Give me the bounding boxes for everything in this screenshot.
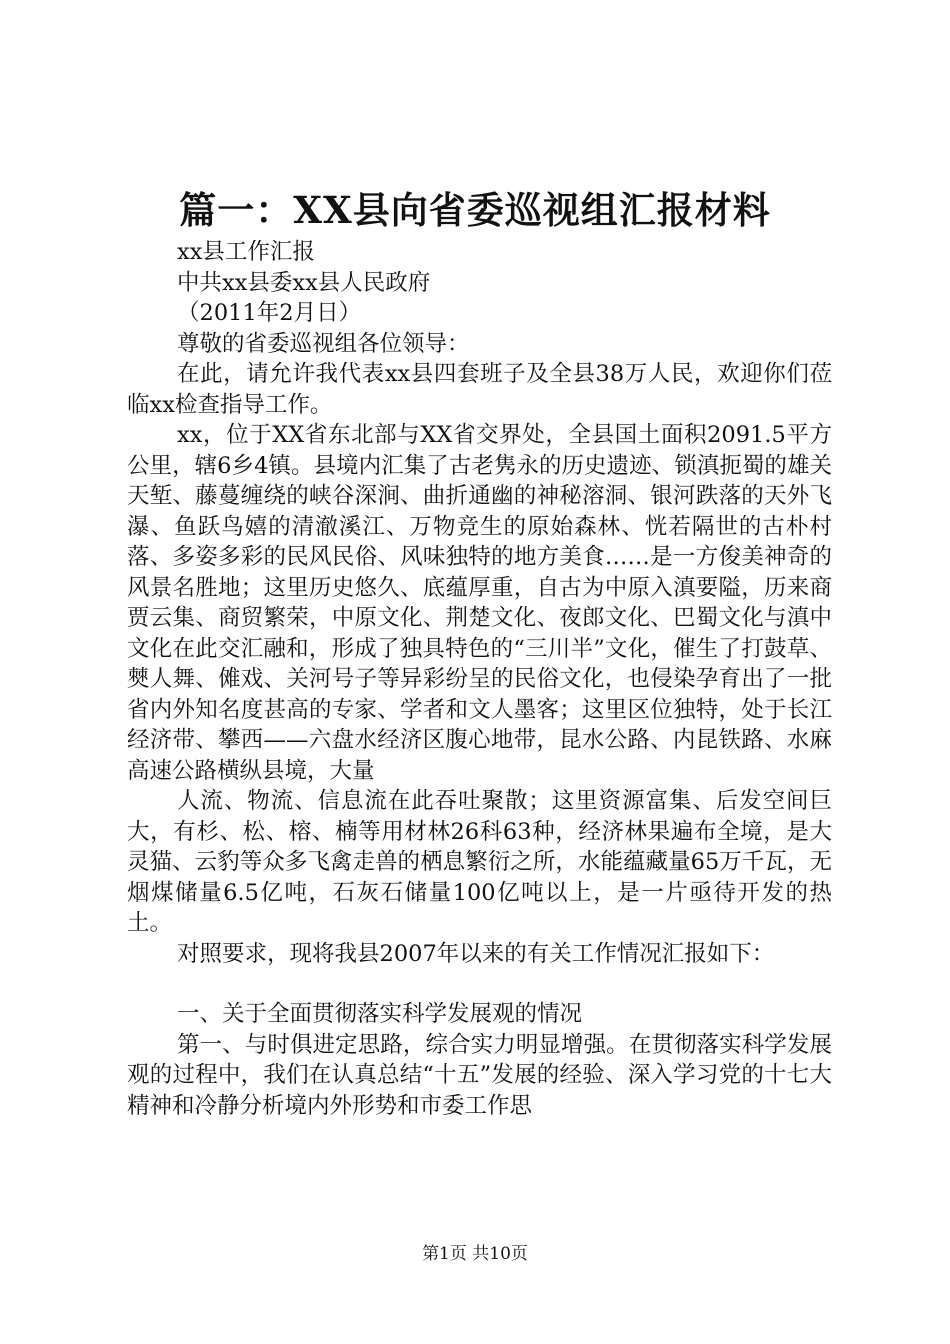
report-date: （2011年2月日） xyxy=(177,300,362,326)
paragraph-gap xyxy=(127,969,832,999)
paragraph-section-1-part-1: 第一、与时俱进定思路，综合实力明显增强。在贯彻落实科学发展观的过程中，我们在认真总结“十五”发展的经验、深入学习党的十七大精神和冷静分析境内外形势和市委工作思 xyxy=(127,1031,832,1119)
section-heading-1: 一、关于全面贯彻落实科学发展观的情况 xyxy=(177,1001,583,1027)
document-body xyxy=(127,237,832,1121)
paragraph-resources: 人流、物流、信息流在此吞吐聚散；这里资源富集、后发空间巨大，有杉、松、榕、楠等用材林26科63种，经济林果遍布全境，是大灵猫、云豹等众多飞禽走兽的栖息繁衍之所，水能蕴藏量65万千瓦，无烟煤储量6.5亿吨，石灰石储量100亿吨以上，是一片亟待开发的热土。 xyxy=(127,788,832,936)
paragraph-welcome: 在此，请允许我代表xx县四套班子及全县38万人民，欢迎你们莅临xx检查指导工作。 xyxy=(127,361,832,418)
page-footer: 第1页 共10页 xyxy=(422,1244,528,1264)
paragraph-overview: xx，位于XX省东北部与XX省交界处，全县国土面积2091.5平方公里，辖6乡4镇。县境内汇集了古老隽永的历史遗迹、锁滇扼蜀的雄关天堑、藤蔓缠绕的峡谷深涧、曲折通幽的神秘溶洞、银河跌落的天外飞瀑、鱼跃鸟嬉的清澈溪江、万物竞生的原始森林、恍若隔世的古朴村落、多姿多彩的民风民俗、风味独特的地方美食……是一方俊美神奇的风景名胜地；这里历史悠久、底蕴厚重，自古为中原入滇要隘，历来商贾云集、商贸繁荣，中原文化、荆楚文化、夜郎文化、巴蜀文化与滇中文化在此交汇融和，形成了独具特色的“三川半”文化，催生了打鼓草、僰人舞、傩戏、关河号子等异彩纷呈的民俗文化，也侵染孕育出了一批省内外知名度甚高的专家、学者和文人墨客；这里区位独特，处于长江经济带、攀西——六盘水经济区腹心地带，昆水公路、内昆铁路、水麻高速公路横纵县境，大量 xyxy=(127,422,832,784)
paragraph-intro-report: 对照要求，现将我县2007年以来的有关工作情况汇报如下： xyxy=(177,940,775,967)
report-issuer: 中共xx县委xx县人民政府 xyxy=(177,269,431,296)
report-heading: xx县工作汇报 xyxy=(177,239,315,265)
document-title: 篇一：XX县向省委巡视组汇报材料 xyxy=(179,188,771,232)
salutation: 尊敬的省委巡视组各位领导： xyxy=(177,330,470,357)
